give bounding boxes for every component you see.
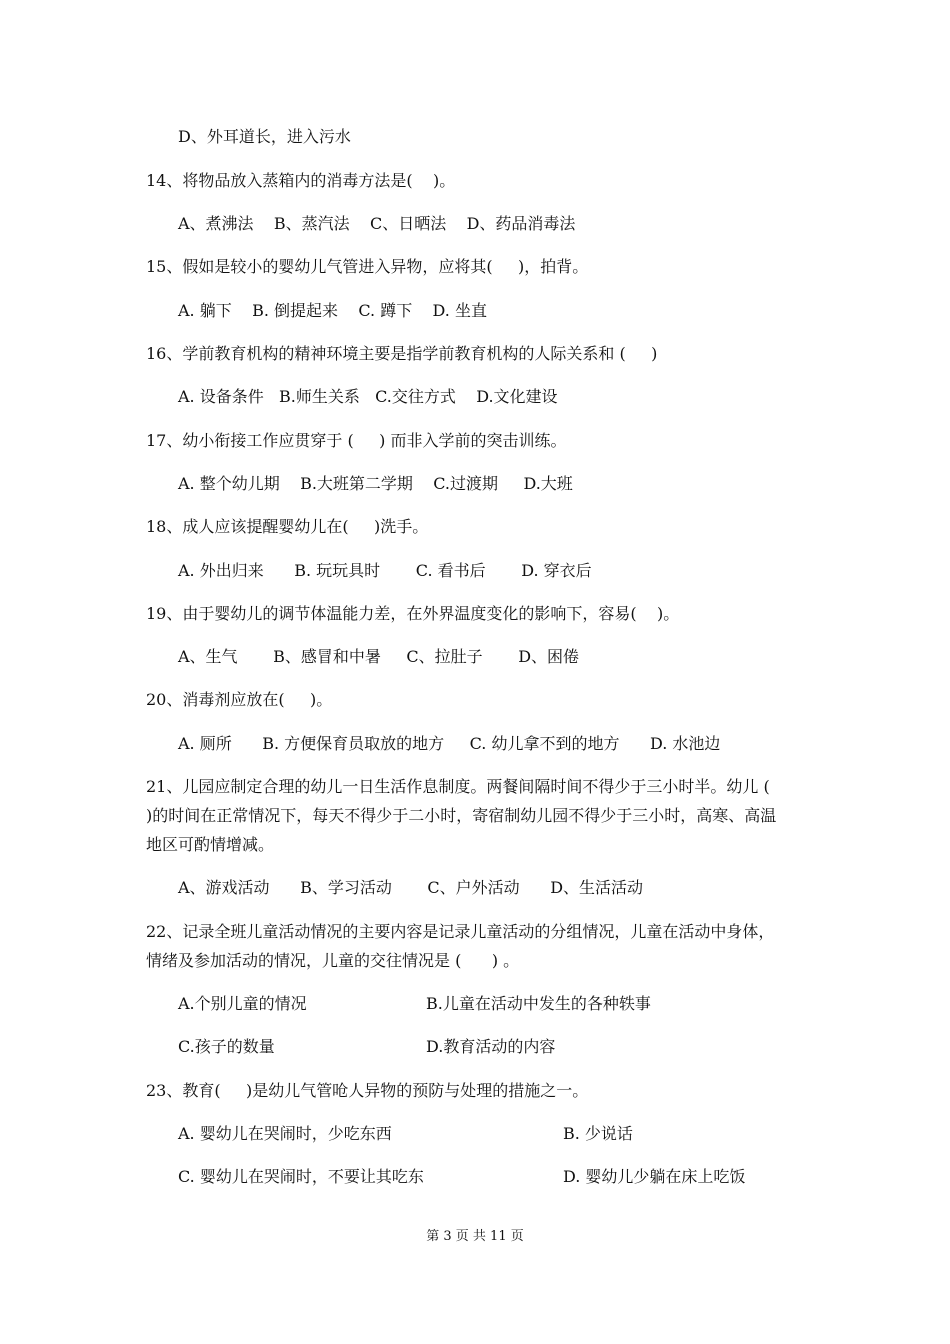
- page-number-footer: 第 3 页 共 11 页: [426, 1229, 524, 1244]
- question-20: 20、消毒剂应放在( )。: [146, 690, 333, 709]
- question-21-line-2: )的时间在正常情况下，每天不得少于二小时，寄宿制幼儿园不得少于三小时，高寒、高温: [146, 806, 777, 825]
- question-22-option-d: D.教育活动的内容: [426, 1037, 556, 1056]
- question-19-options: A、生气 B、感冒和中暑 C、拉肚子 D、困倦: [178, 647, 580, 666]
- question-21-line-3: 地区可酌情增减。: [146, 835, 275, 854]
- question-22-option-c: C.孩子的数量: [178, 1037, 275, 1056]
- question-16-options: A. 设备条件 B.师生关系 C.交往方式 D.文化建设: [178, 387, 558, 406]
- question-22-option-a: A.个别儿童的情况: [178, 994, 307, 1013]
- question-17-options: A. 整个幼儿期 B.大班第二学期 C.过渡期 D.大班: [178, 474, 573, 493]
- question-15-options: A. 躺下 B. 倒提起来 C. 蹲下 D. 坐直: [178, 301, 487, 320]
- question-22-line-2: 情绪及参加活动的情况，儿童的交往情况是 ( ) 。: [146, 951, 520, 970]
- question-16: 16、学前教育机构的精神环境主要是指学前教育机构的人际关系和 ( ): [146, 344, 658, 363]
- question-21-line-1: 21、儿园应制定合理的幼儿一日生活作息制度。两餐间隔时间不得少于三小时半。幼儿 (: [146, 777, 770, 796]
- question-23-option-d: D. 婴幼儿少躺在床上吃饭: [563, 1167, 746, 1186]
- question-23-option-b: B. 少说话: [563, 1124, 633, 1143]
- question-14: 14、将物品放入蒸箱内的消毒方法是( )。: [146, 171, 456, 190]
- question-18: 18、成人应该提醒婴幼儿在( )洗手。: [146, 517, 429, 536]
- question-23-option-c: C. 婴幼儿在哭闹时，不要让其吃东: [178, 1167, 424, 1186]
- question-18-options: A. 外出归来 B. 玩玩具时 C. 看书后 D. 穿衣后: [178, 561, 592, 580]
- question-20-options: A. 厕所 B. 方便保育员取放的地方 C. 幼儿拿不到的地方 D. 水池边: [178, 734, 721, 753]
- question-22-option-b: B.儿童在活动中发生的各种轶事: [426, 994, 651, 1013]
- question-15: 15、假如是较小的婴幼儿气管进入异物，应将其( )，拍背。: [146, 257, 589, 276]
- q13-option-d: D、外耳道长，进入污水: [178, 127, 351, 146]
- question-17: 17、幼小衔接工作应贯穿于 ( ) 而非入学前的突击训练。: [146, 431, 567, 450]
- question-22-line-1: 22、记录全班儿童活动情况的主要内容是记录儿童活动的分组情况，儿童在活动中身体，: [146, 922, 775, 941]
- question-14-options: A、煮沸法 B、蒸汽法 C、日晒法 D、药品消毒法: [178, 214, 576, 233]
- question-21-options: A、游戏活动 B、学习活动 C、户外活动 D、生活活动: [178, 878, 644, 897]
- question-23-option-a: A. 婴幼儿在哭闹时，少吃东西: [178, 1124, 392, 1143]
- question-23: 23、教育( )是幼儿气管呛人异物的预防与处理的措施之一。: [146, 1081, 589, 1100]
- question-19: 19、由于婴幼儿的调节体温能力差，在外界温度变化的影响下，容易( )。: [146, 604, 680, 623]
